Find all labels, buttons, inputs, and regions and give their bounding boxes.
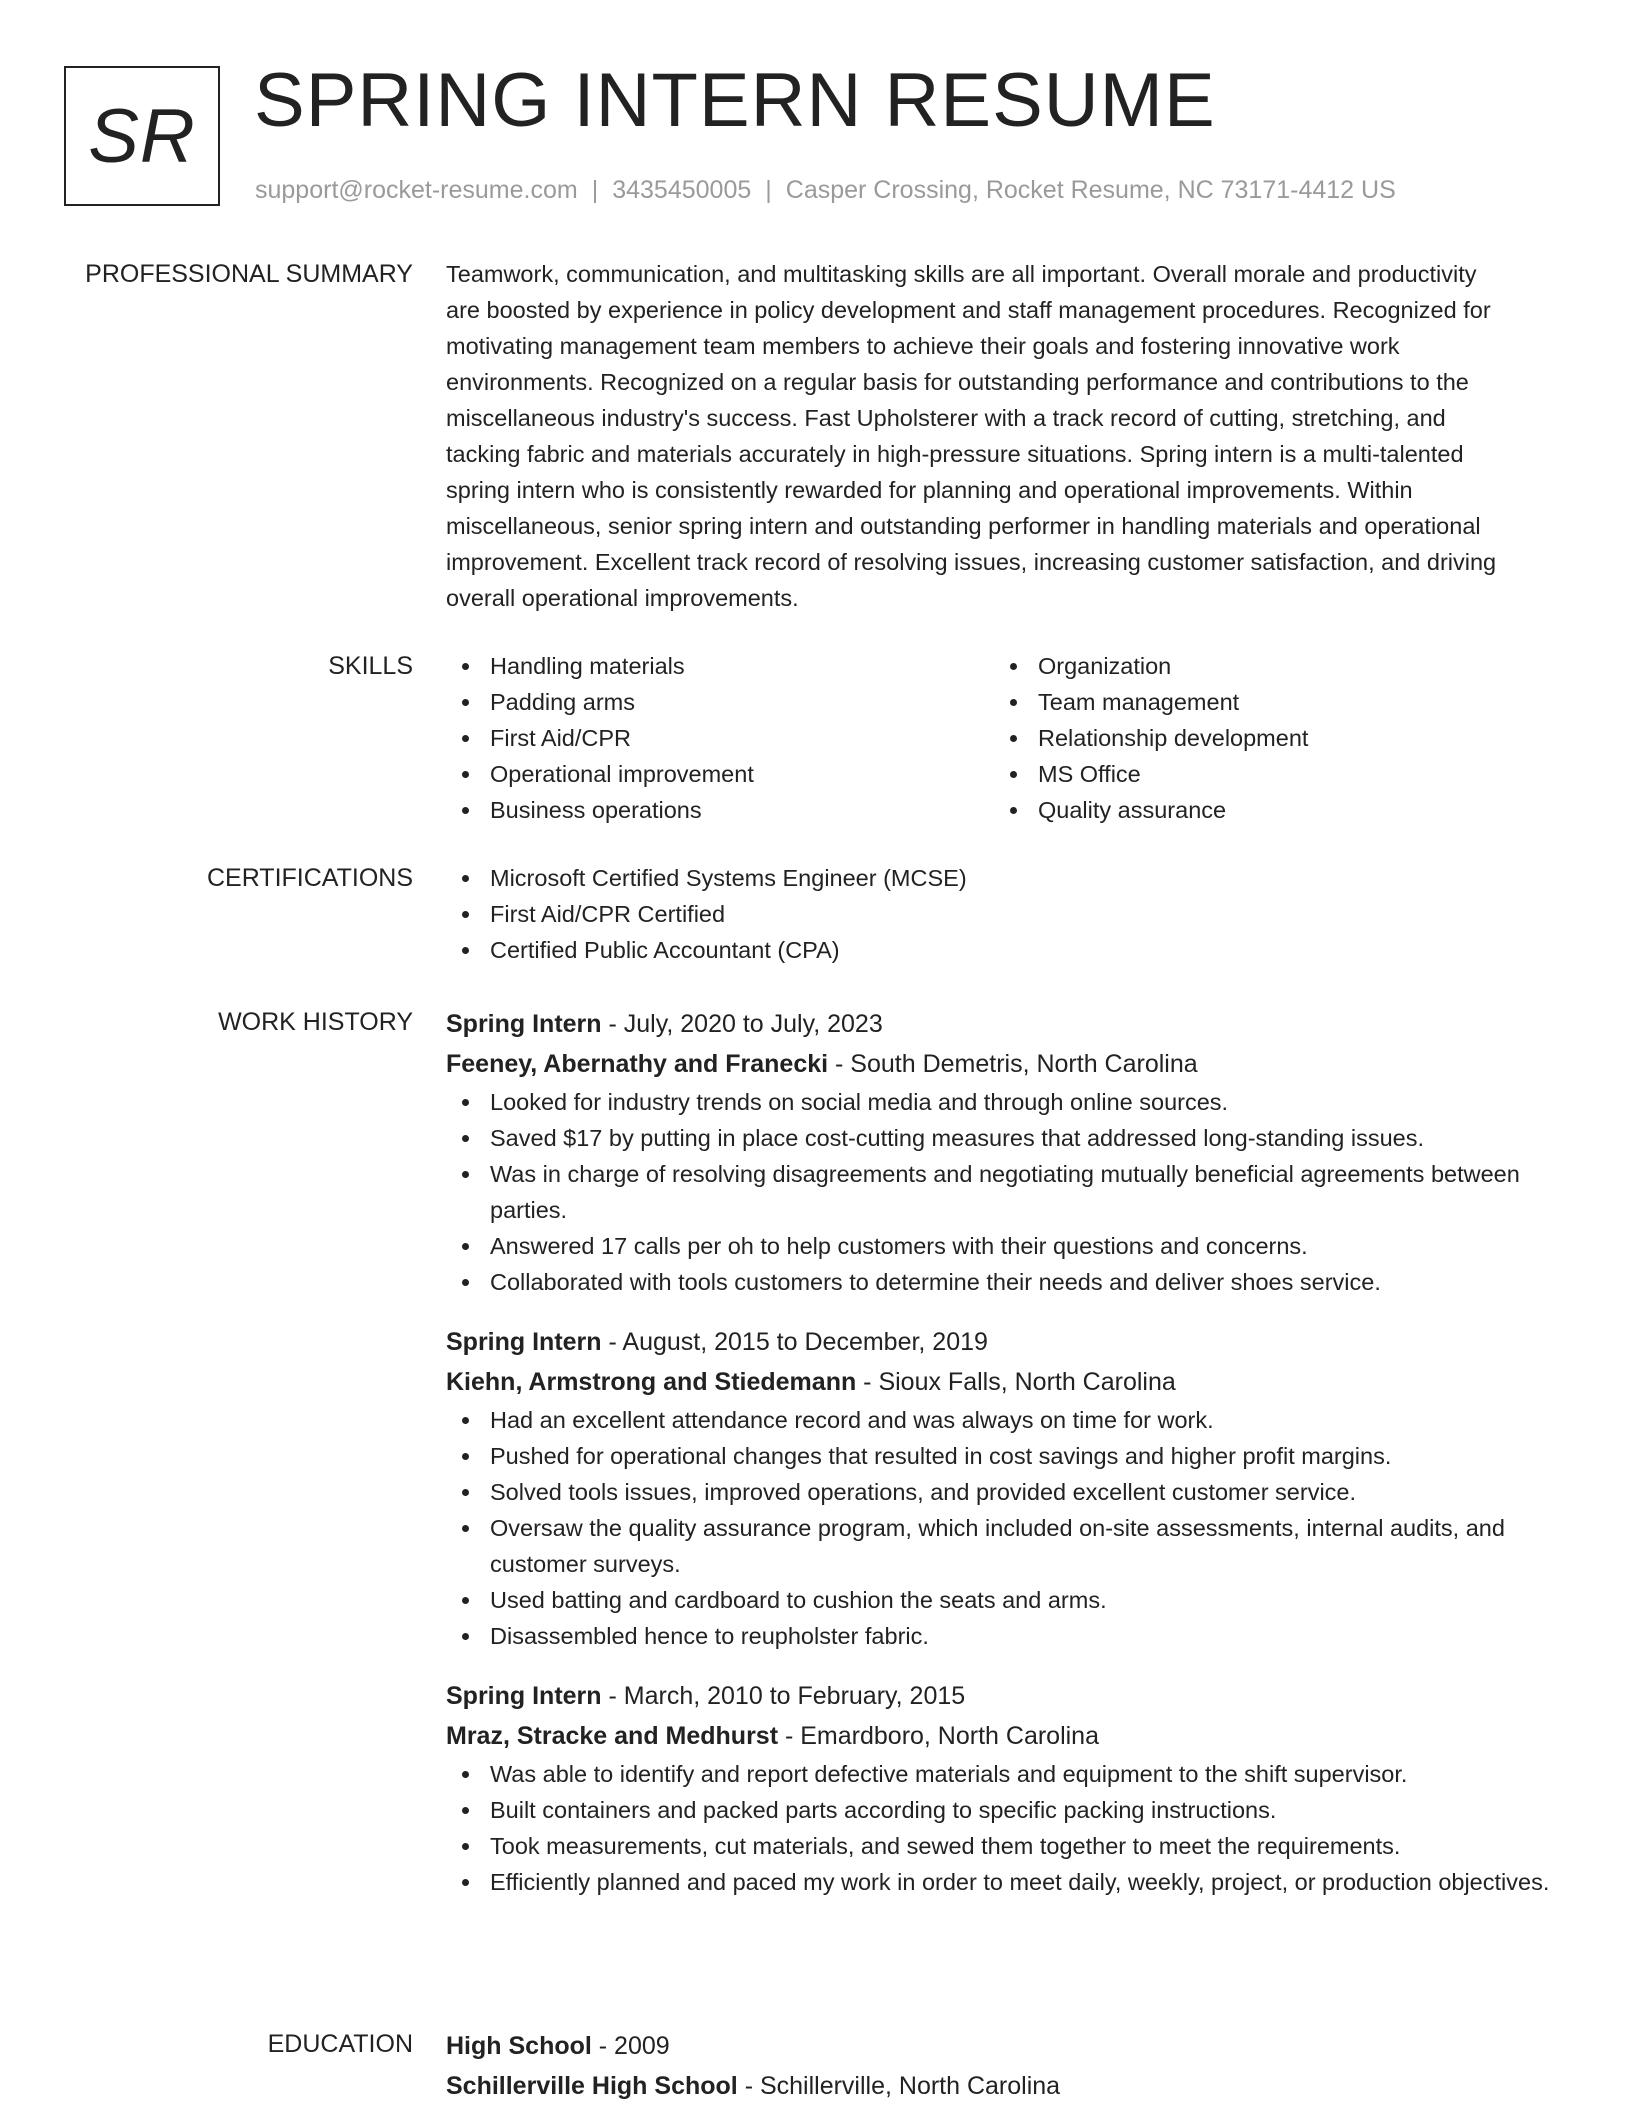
skill-item: Team management [994,684,1542,720]
summary-line: spring intern who is consistently rewarded for planning and operational improvements. Within [446,477,1413,503]
job-company: Feeney, Abernathy and Franecki [446,1050,829,1078]
resume-title: SPRING INTERN RESUME [254,58,1216,143]
skills-columns [446,648,1570,828]
job-location: - Sioux Falls, North Carolina [856,1368,1176,1396]
job-company: Kiehn, Armstrong and Stiedemann [446,1368,857,1396]
contact-line [255,172,1396,208]
skill-item: MS Office [994,756,1542,792]
job-company-line [446,1716,1570,1756]
job-bullets [446,1402,1570,1654]
job-bullet: Solved tools issues, improved operations, and provided excellent customer service. [446,1474,1570,1510]
job-bullet: Used batting and cardboard to cushion the seats and arms. [446,1582,1570,1618]
education-content [446,2026,1570,2106]
skills-list-left [446,648,994,828]
job-entry [446,1004,1570,1300]
job-bullets [446,1756,1570,1900]
summary-line: improvement. Excellent track record of resolving issues, increasing customer satisfaction, and driving [446,549,1497,575]
job-bullet: Efficiently planned and paced my work in order to meet daily, weekly, project, or production objectives. [446,1864,1570,1900]
job-location: - South Demetris, North Carolina [828,1050,1198,1078]
summary-text [446,256,1570,616]
job-dates: - March, 2010 to February, 2015 [601,1682,966,1710]
job-bullet: Saved $17 by putting in place cost-cutting measures that addressed long-standing issues. [446,1120,1570,1156]
certifications-list [446,860,1570,968]
job-company-line [446,1044,1570,1084]
skill-item: Handling materials [446,648,994,684]
skill-item: Quality assurance [994,792,1542,828]
certification-item: Microsoft Certified Systems Engineer (MCSE) [446,860,1570,896]
summary-line: motivating management team members to achieve their goals and fostering innovative work [446,333,1400,359]
job-bullet: Had an excellent attendance record and was always on time for work. [446,1402,1570,1438]
section-label-education: EDUCATION [267,2030,413,2058]
job-bullet: Was in charge of resolving disagreements and negotiating mutually beneficial agreements between parties. [446,1156,1570,1228]
skill-item: Business operations [446,792,994,828]
contact-email: support@rocket-resume.com [255,176,578,204]
certifications-content [446,860,1570,968]
job-bullet: Disassembled hence to reupholster fabric. [446,1618,1570,1654]
job-bullet: Oversaw the quality assurance program, which included on-site assessments, internal audits, and customer surveys. [446,1510,1570,1582]
job-bullet: Collaborated with tools customers to determine their needs and deliver shoes service. [446,1264,1570,1300]
contact-separator: | [765,176,772,204]
summary-line: environments. Recognized on a regular basis for outstanding performance and contributions to the [446,369,1469,395]
section-label-work-history: WORK HISTORY [218,1008,413,1036]
job-entry [446,1676,1570,1900]
skills-list-right [994,648,1542,828]
monogram-badge: SR [64,66,220,206]
job-bullets [446,1084,1570,1300]
certification-item: Certified Public Accountant (CPA) [446,932,1570,968]
skill-item: Operational improvement [446,756,994,792]
contact-phone: 3435450005 [612,176,752,204]
certification-item: First Aid/CPR Certified [446,896,1570,932]
job-title: Spring Intern [446,1682,602,1710]
job-dates: - July, 2020 to July, 2023 [601,1010,883,1038]
work-history-content [446,1004,1570,1922]
education-location: - Schillerville, North Carolina [737,2072,1061,2100]
summary-line: miscellaneous industry's success. Fast Upholsterer with a track record of cutting, stretching, and [446,405,1446,431]
section-label-summary: PROFESSIONAL SUMMARY [85,260,413,288]
summary-line: overall operational improvements. [446,585,799,611]
contact-address: Casper Crossing, Rocket Resume, NC 73171-4412 US [785,176,1396,204]
skill-item: Padding arms [446,684,994,720]
summary-line: are boosted by experience in policy development and staff management procedures. Recognized for [446,297,1491,323]
job-company-line [446,1362,1570,1402]
job-location: - Emardboro, North Carolina [778,1722,1099,1750]
education-school-line [446,2066,1570,2106]
section-label-certifications: CERTIFICATIONS [206,864,413,892]
job-company: Mraz, Stracke and Medhurst [446,1722,779,1750]
contact-separator: | [591,176,599,204]
job-title-line [446,1322,1570,1362]
job-bullet: Looked for industry trends on social media and through online sources. [446,1084,1570,1120]
job-bullet: Answered 17 calls per oh to help customers with their questions and concerns. [446,1228,1570,1264]
skill-item: Relationship development [994,720,1542,756]
job-bullet: Built containers and packed parts according to specific packing instructions. [446,1792,1570,1828]
job-title: Spring Intern [446,1010,602,1038]
skill-item: Organization [994,648,1542,684]
job-entry [446,1322,1570,1654]
summary-line: tacking fabric and materials accurately in high-pressure situations. Spring intern is a multi-talented [446,441,1464,467]
education-degree: High School [446,2032,592,2060]
job-bullet: Was able to identify and report defective materials and equipment to the shift supervisor. [446,1756,1570,1792]
job-dates: - August, 2015 to December, 2019 [601,1328,988,1356]
job-title-line [446,1676,1570,1716]
skill-item: First Aid/CPR [446,720,994,756]
education-year: - 2009 [591,2032,670,2060]
job-title-line [446,1004,1570,1044]
summary-line: Teamwork, communication, and multitasking skills are all important. Overall morale and productivity [446,261,1477,287]
education-degree-line [446,2026,1570,2066]
education-school: Schillerville High School [446,2072,738,2100]
summary-line: miscellaneous, senior spring intern and outstanding performer in handling materials and operational [446,513,1481,539]
job-title: Spring Intern [446,1328,602,1356]
job-bullet: Took measurements, cut materials, and sewed them together to meet the requirements. [446,1828,1570,1864]
section-label-skills: SKILLS [328,652,413,680]
job-bullet: Pushed for operational changes that resulted in cost savings and higher profit margins. [446,1438,1570,1474]
